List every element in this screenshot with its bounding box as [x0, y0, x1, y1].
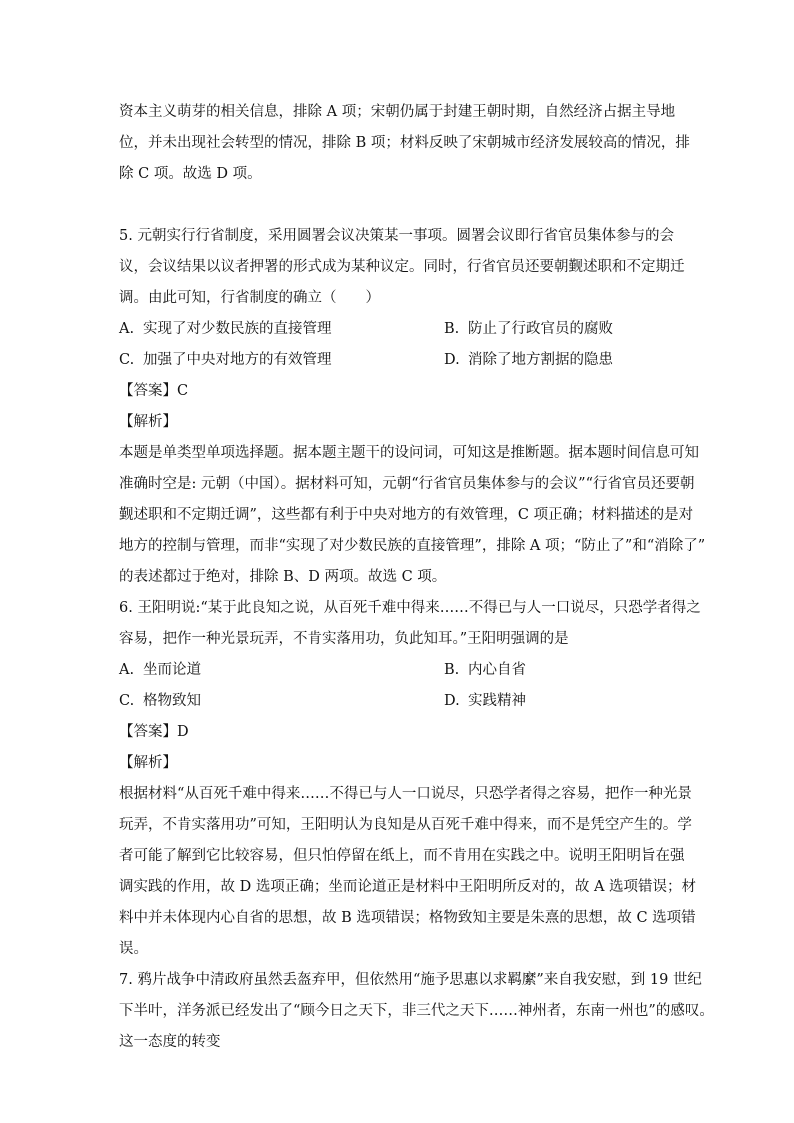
option-letter: B. — [444, 662, 460, 678]
q7-stem-line: 这一态度的转变 — [119, 1034, 221, 1050]
q5-analysis-label: 【解析】 — [119, 414, 177, 430]
q6-stem-line: 容易，把作一种光景玩弄，不肯实落用功，负此知耳。”王阳明强调的是 — [119, 631, 569, 647]
option-text: 消除了地方割据的隐患 — [468, 352, 613, 368]
q6-analysis-line: 根据材料“从百死千难中得来……不得已与人一口说尽，只恐学者得之容易，把作一种光景 — [119, 786, 692, 802]
q5-answer: 【答案】C — [119, 383, 189, 399]
option-text: 加强了中央对地方的有效管理 — [143, 352, 332, 368]
q6-stem-line: 6. 王阳明说:“某于此良知之说，从百死千难中得来……不得已与人一口说尽，只恐学者得之 — [119, 600, 701, 616]
option-letter: B. — [444, 321, 460, 337]
intro-line: 资本主义萌芽的相关信息，排除 A 项；宋朝仍属于封建王朝时期，自然经济占据主导地 — [119, 104, 676, 120]
q5-analysis-line: 的表述都过于绝对，排除 B、D 两项。故选 C 项。 — [119, 569, 447, 585]
q6-answer: 【答案】D — [119, 724, 189, 740]
option-text: 格物致知 — [143, 693, 201, 709]
option-text: 内心自省 — [468, 662, 526, 678]
q6-analysis-line: 调实践的作用，故 D 选项正确；坐而论道正是材料中王阳明所反对的，故 A 选项错误；材 — [119, 879, 697, 895]
q6-analysis-line: 玩弄，不肯实落用功”可知，王阳明认为良知是从百死千难中得来，而不是凭空产生的。学 — [119, 817, 692, 833]
q6-analysis-label: 【解析】 — [119, 755, 177, 771]
option-text: 实现了对少数民族的直接管理 — [143, 321, 332, 337]
option-letter: A. — [119, 662, 135, 678]
option-text: 实践精神 — [468, 693, 526, 709]
q5-analysis-line: 地方的控制与管理，而非“实现了对少数民族的直接管理”，排除 A 项；“防止了”和“消除了” — [119, 538, 706, 554]
option-letter: D. — [444, 352, 460, 368]
intro-line: 位，并未出现社会转型的情况，排除 B 项；材料反映了宋朝城市经济发展较高的情况，排 — [119, 135, 690, 151]
q7-stem-line: 7. 鸦片战争中清政府虽然丢盔弃甲，但依然用“施予思惠以求羁縻”来自我安慰，到 19 世纪 — [119, 972, 702, 988]
q5-stem-line: 5. 元朝实行行省制度，采用圆署会议决策某一事项。圆署会议即行省官员集体参与的会 — [119, 228, 674, 244]
intro-line: 除 C 项。故选 D 项。 — [119, 166, 262, 182]
q7-stem-line: 下半叶，洋务派已经发出了“顾今日之天下，非三代之天下……神州者，东南一州也”的感叹。 — [119, 1003, 714, 1019]
q5-stem-line: 调。由此可知，行省制度的确立（ ） — [119, 290, 380, 306]
option-letter: A. — [119, 321, 135, 337]
q5-stem-line: 议，会议结果以议者押署的形式成为某种议定。同时，行省官员还要朝觐述职和不定期迁 — [119, 259, 685, 275]
q5-analysis-line: 觐述职和不定期迁调”，这些都有利于中央对地方的有效管理，C 项正确；材料描述的是对 — [119, 507, 694, 523]
option-text: 坐而论道 — [143, 662, 201, 678]
q5-analysis-line: 本题是单类型单项选择题。据本题主题干的设问词，可知这是推断题。据本题时间信息可知 — [119, 445, 699, 461]
option-text: 防止了行政官员的腐败 — [468, 321, 613, 337]
q6-analysis-line: 者可能了解到它比较容易，但只怕停留在纸上，而不肯用在实践之中。说明王阳明旨在强 — [119, 848, 685, 864]
option-letter: D. — [444, 693, 460, 709]
option-letter: C. — [119, 352, 135, 368]
q6-analysis-line: 误。 — [119, 941, 148, 957]
q5-analysis-line: 准确时空是: 元朝（中国）。据材料可知，元朝“行省官员集体参与的会议”“行省官员还要朝 — [119, 476, 695, 492]
option-letter: C. — [119, 693, 135, 709]
q6-analysis-line: 料中并未体现内心自省的思想，故 B 选项错误；格物致知主要是朱熹的思想，故 C 选项错 — [119, 910, 696, 926]
